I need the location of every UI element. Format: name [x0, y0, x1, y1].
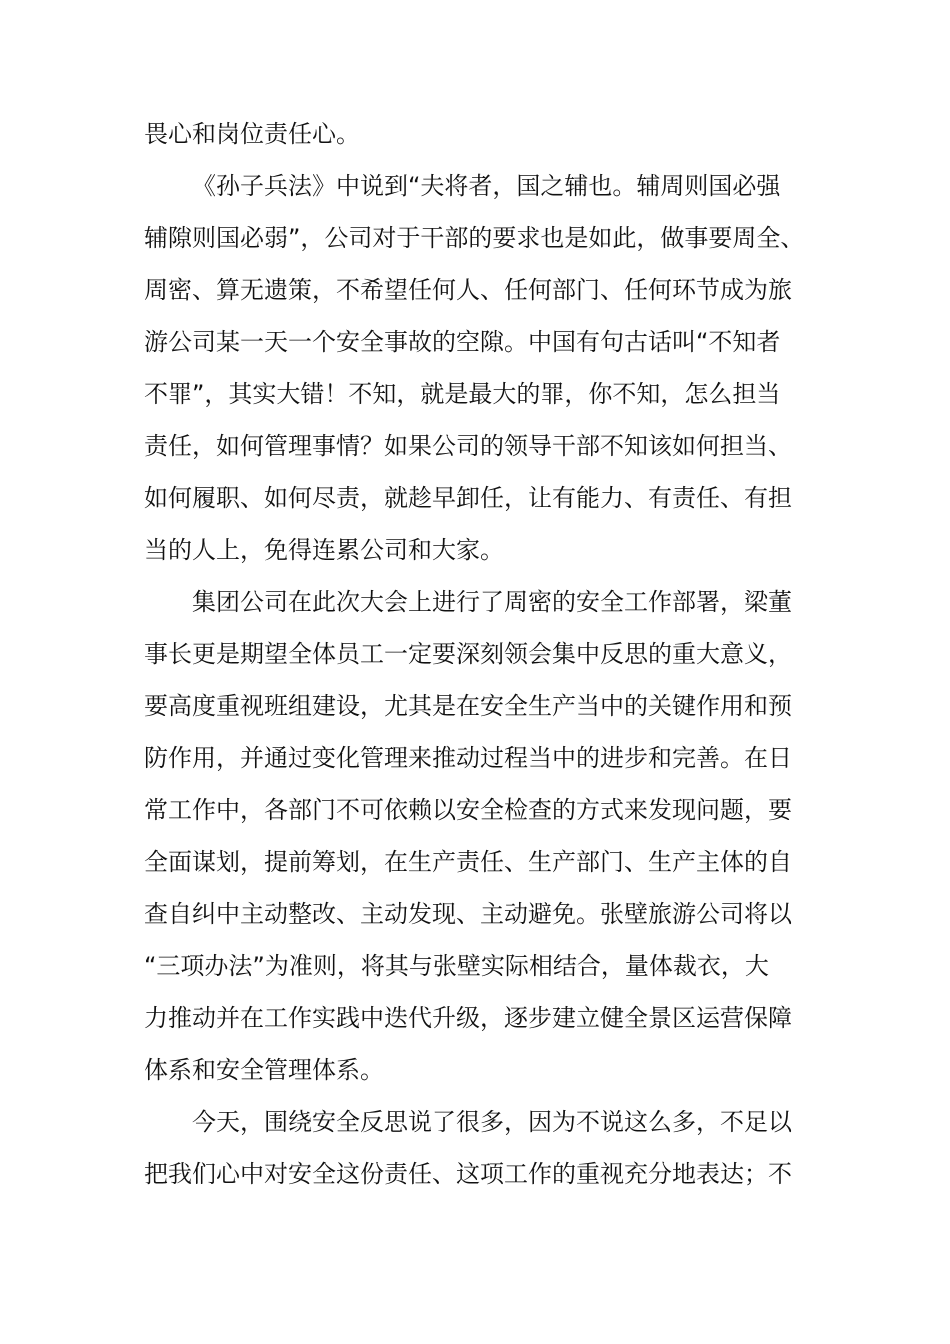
text-line: 把我们心中对安全这份责任、这项工作的重视充分地表达；不 — [144, 1160, 792, 1188]
text-line: 事长更是期望全体员工一定要深刻领会集中反思的重大意义， — [144, 640, 792, 668]
text-line: 要高度重视班组建设，尤其是在安全生产当中的关键作用和预 — [144, 692, 792, 720]
text-line: 责任，如何管理事情？如果公司的领导干部不知该如何担当、 — [144, 432, 792, 460]
text-line: 周密、算无遗策，不希望任何人、任何部门、任何环节成为旅 — [144, 276, 792, 304]
text-line: 防作用，并通过变化管理来推动过程当中的进步和完善。在日 — [144, 744, 792, 772]
text-line: 不罪”，其实大错！不知，就是最大的罪，你不知，怎么担当 — [144, 380, 781, 408]
text-line: 体系和安全管理体系。 — [144, 1056, 384, 1084]
text-line: “三项办法”为准则，将其与张壁实际相结合，量体裁衣，大 — [144, 952, 769, 980]
text-line: 游公司某一天一个安全事故的空隙。中国有句古话叫“不知者 — [144, 328, 781, 356]
paragraph-first-line: 集团公司在此次大会上进行了周密的安全工作部署，梁董 — [192, 588, 792, 616]
text-line: 如何履职、如何尽责，就趁早卸任，让有能力、有责任、有担 — [144, 484, 792, 512]
text-line: 当的人上，免得连累公司和大家。 — [144, 536, 504, 564]
text-line: 常工作中，各部门不可依赖以安全检查的方式来发现问题，要 — [144, 796, 792, 824]
paragraph-first-line: 《孙子兵法》中说到“夫将者，国之辅也。辅周则国必强 — [192, 172, 781, 200]
paragraph-first-line: 今天，围绕安全反思说了很多，因为不说这么多，不足以 — [192, 1108, 792, 1136]
text-line: 全面谋划，提前筹划，在生产责任、生产部门、生产主体的自 — [144, 848, 792, 876]
text-line: 畏心和岗位责任心。 — [144, 120, 360, 148]
text-line: 查自纠中主动整改、主动发现、主动避免。张壁旅游公司将以 — [144, 900, 792, 928]
text-line: 辅隙则国必弱”，公司对于干部的要求也是如此，做事要周全、 — [144, 224, 805, 252]
text-line: 力推动并在工作实践中迭代升级，逐步建立健全景区运营保障 — [144, 1004, 792, 1032]
